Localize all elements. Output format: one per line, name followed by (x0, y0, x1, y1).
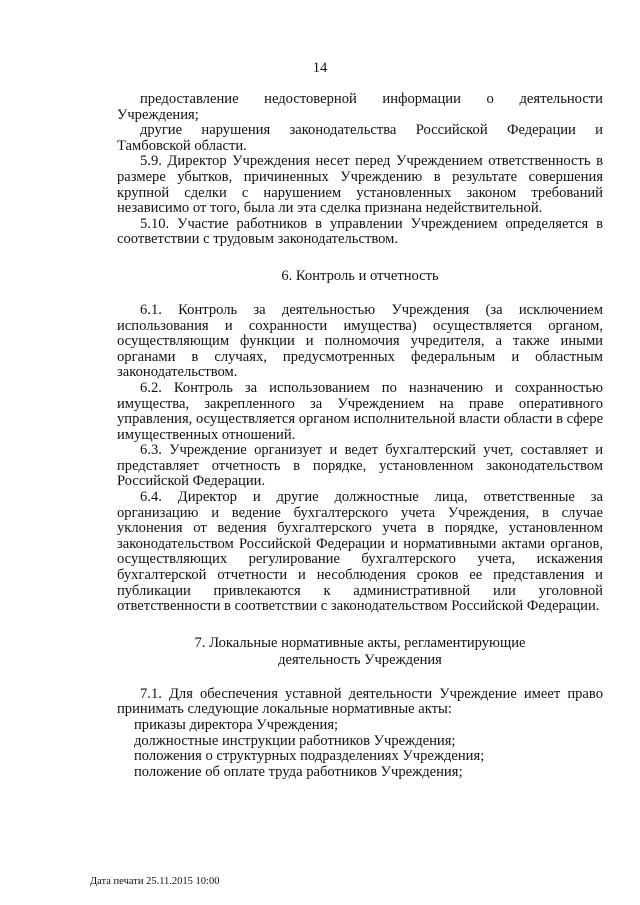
text-line: 6.4. Директор и другие должностные лица, ответственные за (140, 489, 603, 506)
text-line: Российской Федерации. (117, 473, 266, 490)
text-line: представляет отчетность в порядке, установленном законодательством (117, 457, 603, 474)
text-line: положение об оплате труда работников Учреждения; (134, 763, 463, 780)
text-line: 6.1. Контроль за деятельностью Учреждения (за исключением (140, 301, 603, 318)
text-line: размере убытков, причиненных Учреждению в результате совершения (117, 168, 603, 185)
text-line: осуществляющих регулирование бухгалтерского учета, искажения (117, 551, 603, 568)
text-line: бухгалтерской отчетности и несоблюдения сроков ее представления и (117, 567, 603, 584)
vertical-gap (117, 669, 603, 687)
text-line: 7.1. Для обеспечения уставной деятельности Учреждение имеет право (140, 685, 603, 702)
vertical-gap (117, 248, 603, 268)
document-body (117, 92, 603, 780)
text-line: использования и сохранности имущества) осуществляется органом, (117, 317, 603, 334)
text-line: Тамбовской области. (117, 137, 247, 154)
text-line: независимо от того, была ли эта сделка признана недействительной. (117, 200, 543, 217)
text-line: имущественных отношений. (117, 426, 296, 443)
text-line: должностные инструкции работников Учреждения; (134, 732, 456, 749)
text-line: ответственности в соответствии с законодательством Российской Федерации. (117, 598, 600, 615)
text-line: приказы директора Учреждения; (134, 717, 339, 733)
text-line: 5.9. Директор Учреждения несет перед Учреждением ответственность в (140, 153, 603, 170)
vertical-gap (117, 615, 603, 635)
print-date-footer: Дата печати 25.11.2015 10:00 (90, 876, 220, 887)
text-line: Учреждения; (117, 106, 199, 123)
section-heading: 7. Локальные нормативные акты, регламентирующие (194, 634, 526, 651)
text-line: 6.2. Контроль за использованием по назначению и сохранностью (140, 379, 603, 396)
text-line: соответствии с трудовым законодательством. (117, 231, 399, 248)
text-line: положения о структурных подразделениях Учреждения; (134, 748, 485, 765)
text-line: другие нарушения законодательства Российской Федерации и (140, 122, 603, 139)
text-line: уклонения от ведения бухгалтерского учета в порядке, установленном (117, 520, 603, 537)
text-line: имущества, закрепленного за Учреждением на праве оперативного (117, 395, 603, 412)
text-line: законодательством. (117, 364, 238, 381)
text-line: законодательством Российской Федерации и нормативными актами органов, (117, 535, 603, 552)
text-line: 6.3. Учреждение организует и ведет бухгалтерский учет, составляет и (140, 442, 603, 459)
text-line: принимать следующие локальные нормативные акты: (117, 701, 452, 718)
text-line: управления, осуществляется органом исполнительной власти области в сфере (117, 411, 604, 428)
text-line: крупной сделки с нарушением установленных законом требований (117, 184, 603, 201)
page-number: 14 (312, 60, 328, 76)
text-line: органами в случаях, предусмотренных федеральным и областным (117, 348, 603, 365)
text-line: 5.10. Участие работников в управлении Учреждением определяется в (140, 215, 603, 232)
text-line: предоставление недостоверной информации о деятельности (140, 91, 603, 107)
text-line: организацию и ведение бухгалтерского учета Учреждения, в случае (117, 504, 603, 521)
section-heading: деятельность Учреждения (278, 651, 442, 668)
section-heading: 6. Контроль и отчетность (281, 267, 439, 284)
text-line: публикации привлекаются к административной или уголовной (117, 582, 603, 599)
text-line: осуществляющим функции и полномочия учредителя, а также иными (117, 333, 603, 350)
vertical-gap (117, 285, 603, 303)
